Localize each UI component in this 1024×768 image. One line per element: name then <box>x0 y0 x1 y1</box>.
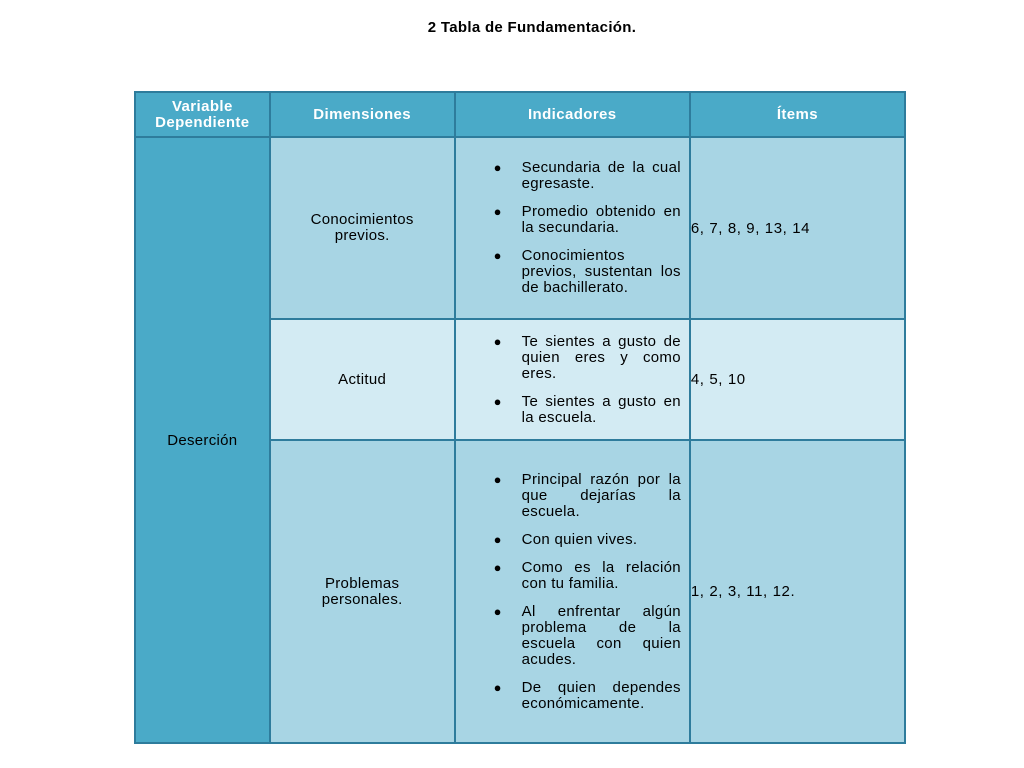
indicator-item <box>456 160 681 192</box>
indicator-text: Te sientes a gusto en la escuela. <box>521 392 681 426</box>
indicator-text: Secundaria de la cual egresaste. <box>521 159 681 192</box>
indicator-text: Al enfrentar algún problema de la escuela con quien acudes. <box>521 602 681 668</box>
header-indicadores: Indicadores <box>455 92 690 137</box>
items-cell: 6, 7, 8, 9, 13, 14 <box>690 137 905 319</box>
table-row <box>135 137 905 319</box>
indicators-cell <box>455 319 690 440</box>
indicator-item <box>456 204 681 236</box>
indicator-item <box>456 560 681 592</box>
indicator-text: Conocimientos previos, sustentan los de bachillerato. <box>521 247 681 296</box>
header-dimensiones: Dimensiones <box>270 92 455 137</box>
indicator-item <box>456 680 681 712</box>
bullet-icon: ● <box>493 160 502 175</box>
indicator-text: De quien dependes económicamente. <box>521 678 681 712</box>
indicator-text: Promedio obtenido en la secundaria. <box>521 203 681 236</box>
dimension-label: Actitud <box>338 370 387 388</box>
indicators-cell <box>455 137 690 319</box>
indicator-item <box>456 472 681 520</box>
bullet-icon: ● <box>493 531 502 547</box>
indicator-text: Como es la relación con tu familia. <box>521 558 681 592</box>
dimension-label: Problemas personales. <box>321 574 403 608</box>
header-row <box>135 92 905 137</box>
indicator-text: Con quien vives. <box>521 530 638 548</box>
bullet-icon: ● <box>493 393 502 409</box>
indicator-item <box>456 604 681 668</box>
fundamentacion-table <box>134 91 906 744</box>
header-items: Ítems <box>690 92 905 137</box>
bullet-icon: ● <box>493 204 502 219</box>
bullet-icon: ● <box>493 679 502 695</box>
dimension-cell <box>270 137 455 319</box>
dimension-cell <box>270 319 455 440</box>
indicator-text: Te sientes a gusto de quien eres y como eres. <box>521 332 681 382</box>
dimension-cell <box>270 440 455 743</box>
indicator-list <box>456 330 689 430</box>
indicator-list <box>456 156 689 300</box>
indicator-item <box>456 334 681 382</box>
indicator-list <box>456 468 689 716</box>
document-title: 2 Tabla de Fundamentación. <box>427 19 637 36</box>
variable-cell: Deserción <box>135 137 270 743</box>
header-variable: Variable Dependiente <box>135 92 270 137</box>
bullet-icon: ● <box>493 248 502 263</box>
indicator-item <box>456 532 681 548</box>
indicator-item <box>456 248 681 296</box>
bullet-icon: ● <box>493 559 502 575</box>
indicator-text: Principal razón por la que dejarías la escuela. <box>521 470 681 520</box>
bullet-icon: ● <box>493 603 502 619</box>
indicators-cell <box>455 440 690 743</box>
bullet-icon: ● <box>493 333 502 349</box>
items-cell: 1, 2, 3, 11, 12. <box>690 440 905 743</box>
bullet-icon: ● <box>493 471 502 487</box>
dimension-label: Conocimientos previos. <box>310 211 414 244</box>
items-cell: 4, 5, 10 <box>690 319 905 440</box>
indicator-item <box>456 394 681 426</box>
